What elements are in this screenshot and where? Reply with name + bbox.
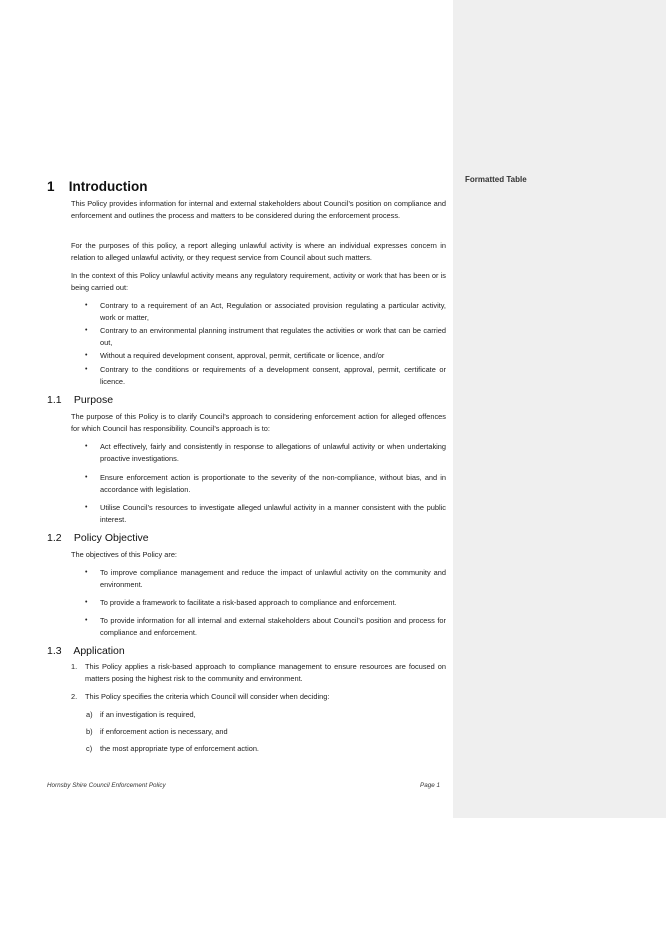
- list-item: • To provide a framework to facilitate a risk-based approach to compliance and enforcement.: [86, 597, 446, 609]
- section-number: 1: [47, 179, 55, 194]
- section-1-3-heading: 1.3 Application: [47, 645, 125, 657]
- list-item: • Without a required development consent, approval, permit, certificate or licence, and/or: [86, 350, 446, 362]
- bullet-icon: •: [85, 569, 88, 576]
- list-item: • To provide information for all internal and external stakeholders about Council’s position and process for compliance and enforcement.: [85, 616, 446, 638]
- comment-pane: [453, 0, 666, 818]
- section-1-heading: [47, 179, 148, 194]
- section-1-2-heading: 1.2 Policy Objective: [47, 532, 149, 544]
- list-item: • Utilise Council’s resources to investigate alleged unlawful activity in a manner consistent with the public interest.: [85, 503, 446, 525]
- lettered-item: b) if enforcement action is necessary, and: [86, 727, 228, 736]
- paragraph: This Policy provides information for internal and external stakeholders about Council’s position on compliance and enforcement and outlines the process and matters to be considered during the enforcement process.: [71, 199, 446, 221]
- lettered-item: c) the most appropriate type of enforcement action.: [86, 744, 259, 753]
- list-item: • Contrary to an environmental planning instrument that regulates the activities or work that can be carried out,: [85, 326, 446, 348]
- list-item: • Contrary to a requirement of an Act, Regulation or associated provision regulating a particular activity, work or matter,: [85, 301, 446, 323]
- bullet-icon: •: [85, 443, 88, 450]
- section-title: Introduction: [68, 179, 148, 194]
- bullet-icon: •: [85, 327, 88, 334]
- bullet-icon: •: [85, 474, 88, 481]
- footer-page-number: Page 1: [420, 782, 440, 789]
- bullet-icon: •: [85, 302, 88, 309]
- bullet-icon: •: [85, 599, 88, 606]
- lettered-item: a) if an investigation is required,: [86, 710, 196, 719]
- list-item: • To improve compliance management and reduce the impact of unlawful activity on the community and environment.: [85, 568, 446, 590]
- list-item: • Ensure enforcement action is proportionate to the severity of the non-compliance, without bias, and in accordance with legislation.: [85, 473, 446, 495]
- section-1-1-heading: 1.1 Purpose: [47, 394, 114, 406]
- paragraph: For the purposes of this policy, a report alleging unlawful activity is where an individual expresses concern in relation to alleged unlawful activity, or they request service from Council about such matters.: [71, 241, 446, 263]
- bullet-icon: •: [85, 352, 88, 359]
- bullet-icon: •: [85, 504, 88, 511]
- list-item: • Act effectively, fairly and consistently in response to allegations of unlawful activity or when undertaking proactive investigations.: [85, 442, 446, 464]
- paragraph: The objectives of this Policy are:: [71, 550, 177, 559]
- list-item: • Contrary to the conditions or requirements of a development consent, approval, permit, certificate or licence.: [85, 365, 446, 387]
- numbered-item: 2. This Policy specifies the criteria which Council will consider when deciding:: [71, 692, 330, 701]
- bullet-icon: •: [85, 617, 88, 624]
- footer-document-title: Hornsby Shire Council Enforcement Policy: [47, 782, 166, 789]
- paragraph: In the context of this Policy unlawful activity means any regulatory requirement, activity or work that has been or is being carried out:: [71, 271, 446, 293]
- bullet-icon: •: [85, 366, 88, 373]
- comment-pane-title: Formatted Table: [465, 175, 527, 184]
- paragraph: The purpose of this Policy is to clarify Council’s approach to considering enforcement action for alleged offences for which Council has responsibility. Council’s approach is to:: [71, 412, 446, 434]
- numbered-item: 1. This Policy applies a risk-based approach to compliance management to ensure resources are focused on matters posing the highest risk to the community and environment.: [71, 662, 446, 684]
